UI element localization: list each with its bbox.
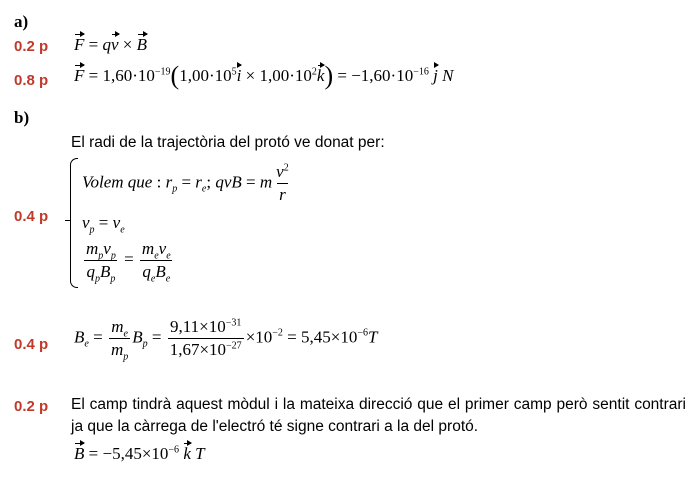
points-b2: 0.4 p	[14, 336, 49, 353]
system-line-2: $v_p = v_e$	[82, 213, 125, 236]
field-calculation: $B_e$ = $\frac{m_e}{m_p}$ $B_p$ = $\frac{9,11\times 10^{-31}}{1,67\times 10^{-27}}$ $\times 10^{-2} = 5,45\times 10^{-6}T$	[74, 317, 378, 363]
points-b1: 0.4 p	[14, 208, 49, 225]
system-line-3: $\frac{m_pv_p}{q_pB_p}$ = $\frac{m_ev_e}{q_eB_e}$	[86, 239, 171, 285]
intro-text: El radi de la trajectòria del protó ve donat per:	[71, 134, 385, 151]
unit-vector-k: k	[316, 66, 325, 85]
points-b3: 0.2 p	[14, 398, 49, 415]
unit-vector-k-final: k	[183, 444, 191, 463]
section-b-label: b)	[14, 108, 30, 127]
final-field-formula: $B = -5,45\times 10^{-6}$ k T	[74, 444, 205, 463]
unit-vector-j: j	[433, 66, 438, 85]
points-a1: 0.2 p	[14, 38, 49, 55]
points-a2: 0.8 p	[14, 72, 49, 89]
lorentz-force-formula: F = qv × B	[74, 35, 148, 54]
field-symbol: B	[136, 35, 148, 54]
conclusion-text: El camp tindrà aquest mòdul i la mateixa direcció que el primer camp però sentit contrari ja que la càrrega de l'electró té signe contrari a la del protó.	[71, 396, 686, 435]
velocity-symbol: v	[110, 35, 119, 54]
section-a-label: a)	[14, 12, 29, 31]
system-line-1: Volem que : $r_p = r_e$; qvB = m $\frac{v^2}{r}$	[82, 162, 289, 204]
force-calculation: $F = 1,60\cdot 10^{-19}(1,00\cdot 10^5i \times 1,00\cdot 10^2k) = -1,60\cdot 10^{-16}$ j N	[74, 61, 454, 90]
system-brace	[70, 158, 78, 288]
unit-vector-i: i	[236, 66, 242, 85]
force-symbol: F	[74, 35, 85, 54]
